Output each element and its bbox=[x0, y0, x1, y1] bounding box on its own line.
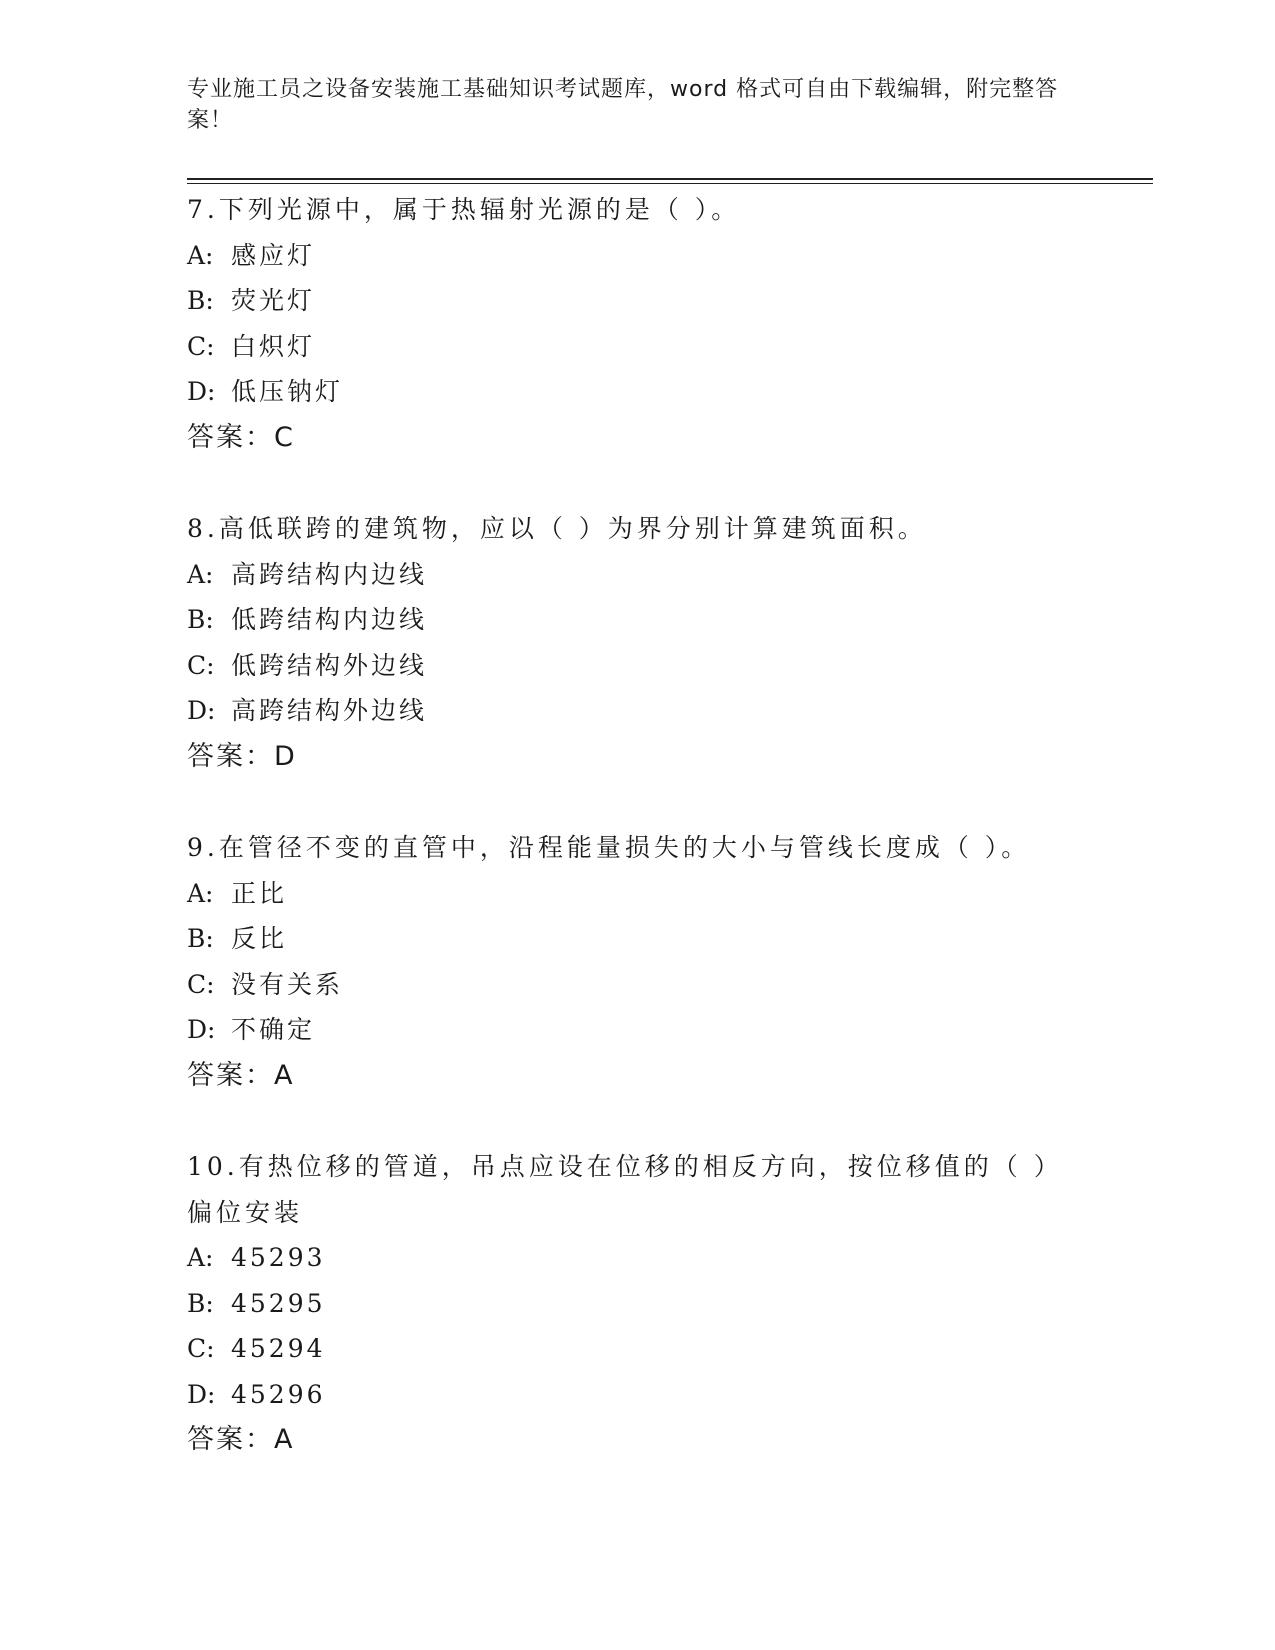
option-text: 荧光灯 bbox=[231, 286, 316, 315]
option-text: 白炽灯 bbox=[231, 331, 316, 361]
option-d bbox=[187, 1007, 1087, 1053]
option-a bbox=[187, 233, 1087, 279]
option-key: D: bbox=[187, 1015, 216, 1044]
option-c bbox=[187, 962, 1087, 1008]
option-key: B: bbox=[187, 286, 214, 315]
option-key: B: bbox=[187, 1288, 214, 1318]
answer-line: 答案：D bbox=[187, 740, 297, 772]
option-key: B: bbox=[187, 924, 214, 953]
option-d bbox=[187, 369, 1087, 415]
option-text: 低跨结构外边线 bbox=[231, 650, 428, 680]
question-stem: 8.高低联跨的建筑物，应以（ ）为界分别计算建筑面积。 bbox=[187, 514, 927, 543]
option-text: 感应灯 bbox=[231, 240, 316, 270]
option-text: 45293 bbox=[231, 1243, 326, 1272]
question-stem: 7.下列光源中，属于热辐射光源的是（ ）。 bbox=[187, 195, 741, 224]
answer-line: 答案：A bbox=[187, 1059, 295, 1091]
option-a bbox=[187, 871, 1087, 917]
option-key: A: bbox=[187, 559, 214, 589]
option-text: 反比 bbox=[231, 924, 288, 953]
option-key: D: bbox=[187, 377, 216, 406]
option-text: 正比 bbox=[231, 878, 288, 908]
option-text: 高跨结构内边线 bbox=[231, 559, 428, 589]
option-d bbox=[187, 1372, 1087, 1418]
document-intro: 专业施工员之设备安装施工基础知识考试题库，word 格式可自由下载编辑，附完整答案！ bbox=[187, 77, 1059, 133]
option-text: 45294 bbox=[231, 1334, 326, 1363]
option-key: C: bbox=[187, 1334, 215, 1363]
option-key: C: bbox=[187, 650, 215, 680]
option-c bbox=[187, 643, 1087, 689]
option-a bbox=[187, 552, 1087, 598]
option-a bbox=[187, 1235, 1087, 1281]
option-key: B: bbox=[187, 605, 214, 634]
option-key: D: bbox=[187, 1379, 216, 1409]
option-text: 没有关系 bbox=[231, 969, 344, 999]
option-key: A: bbox=[187, 240, 214, 270]
header-divider-thick bbox=[187, 178, 1153, 180]
option-b bbox=[187, 1281, 1087, 1327]
option-d bbox=[187, 688, 1087, 734]
option-c bbox=[187, 324, 1087, 370]
option-text: 高跨结构外边线 bbox=[231, 696, 428, 725]
question-stem: 9.在管径不变的直管中，沿程能量损失的大小与管线长度成（ ）。 bbox=[187, 833, 1031, 862]
option-text: 45296 bbox=[231, 1379, 326, 1409]
option-text: 低跨结构内边线 bbox=[231, 605, 428, 634]
question-7 bbox=[187, 187, 1087, 460]
option-b bbox=[187, 597, 1087, 643]
option-key: C: bbox=[187, 331, 215, 361]
option-key: C: bbox=[187, 969, 215, 999]
question-10 bbox=[187, 1144, 1087, 1463]
answer-line: 答案：A bbox=[187, 1424, 295, 1455]
option-key: A: bbox=[187, 1243, 214, 1272]
option-b bbox=[187, 278, 1087, 324]
answer-line: 答案：C bbox=[187, 421, 295, 453]
option-c bbox=[187, 1326, 1087, 1372]
option-text: 低压钠灯 bbox=[231, 377, 344, 406]
option-key: A: bbox=[187, 878, 214, 908]
option-text: 45295 bbox=[231, 1288, 326, 1318]
option-key: D: bbox=[187, 696, 216, 725]
question-9 bbox=[187, 825, 1087, 1098]
header-divider-thin bbox=[187, 183, 1153, 184]
question-stem: 10.有热位移的管道，吊点应设在位移的相反方向，按位移值的（ ）偏位安装 bbox=[187, 1152, 1063, 1227]
question-8 bbox=[187, 506, 1087, 779]
option-text: 不确定 bbox=[231, 1015, 316, 1044]
option-b bbox=[187, 916, 1087, 962]
